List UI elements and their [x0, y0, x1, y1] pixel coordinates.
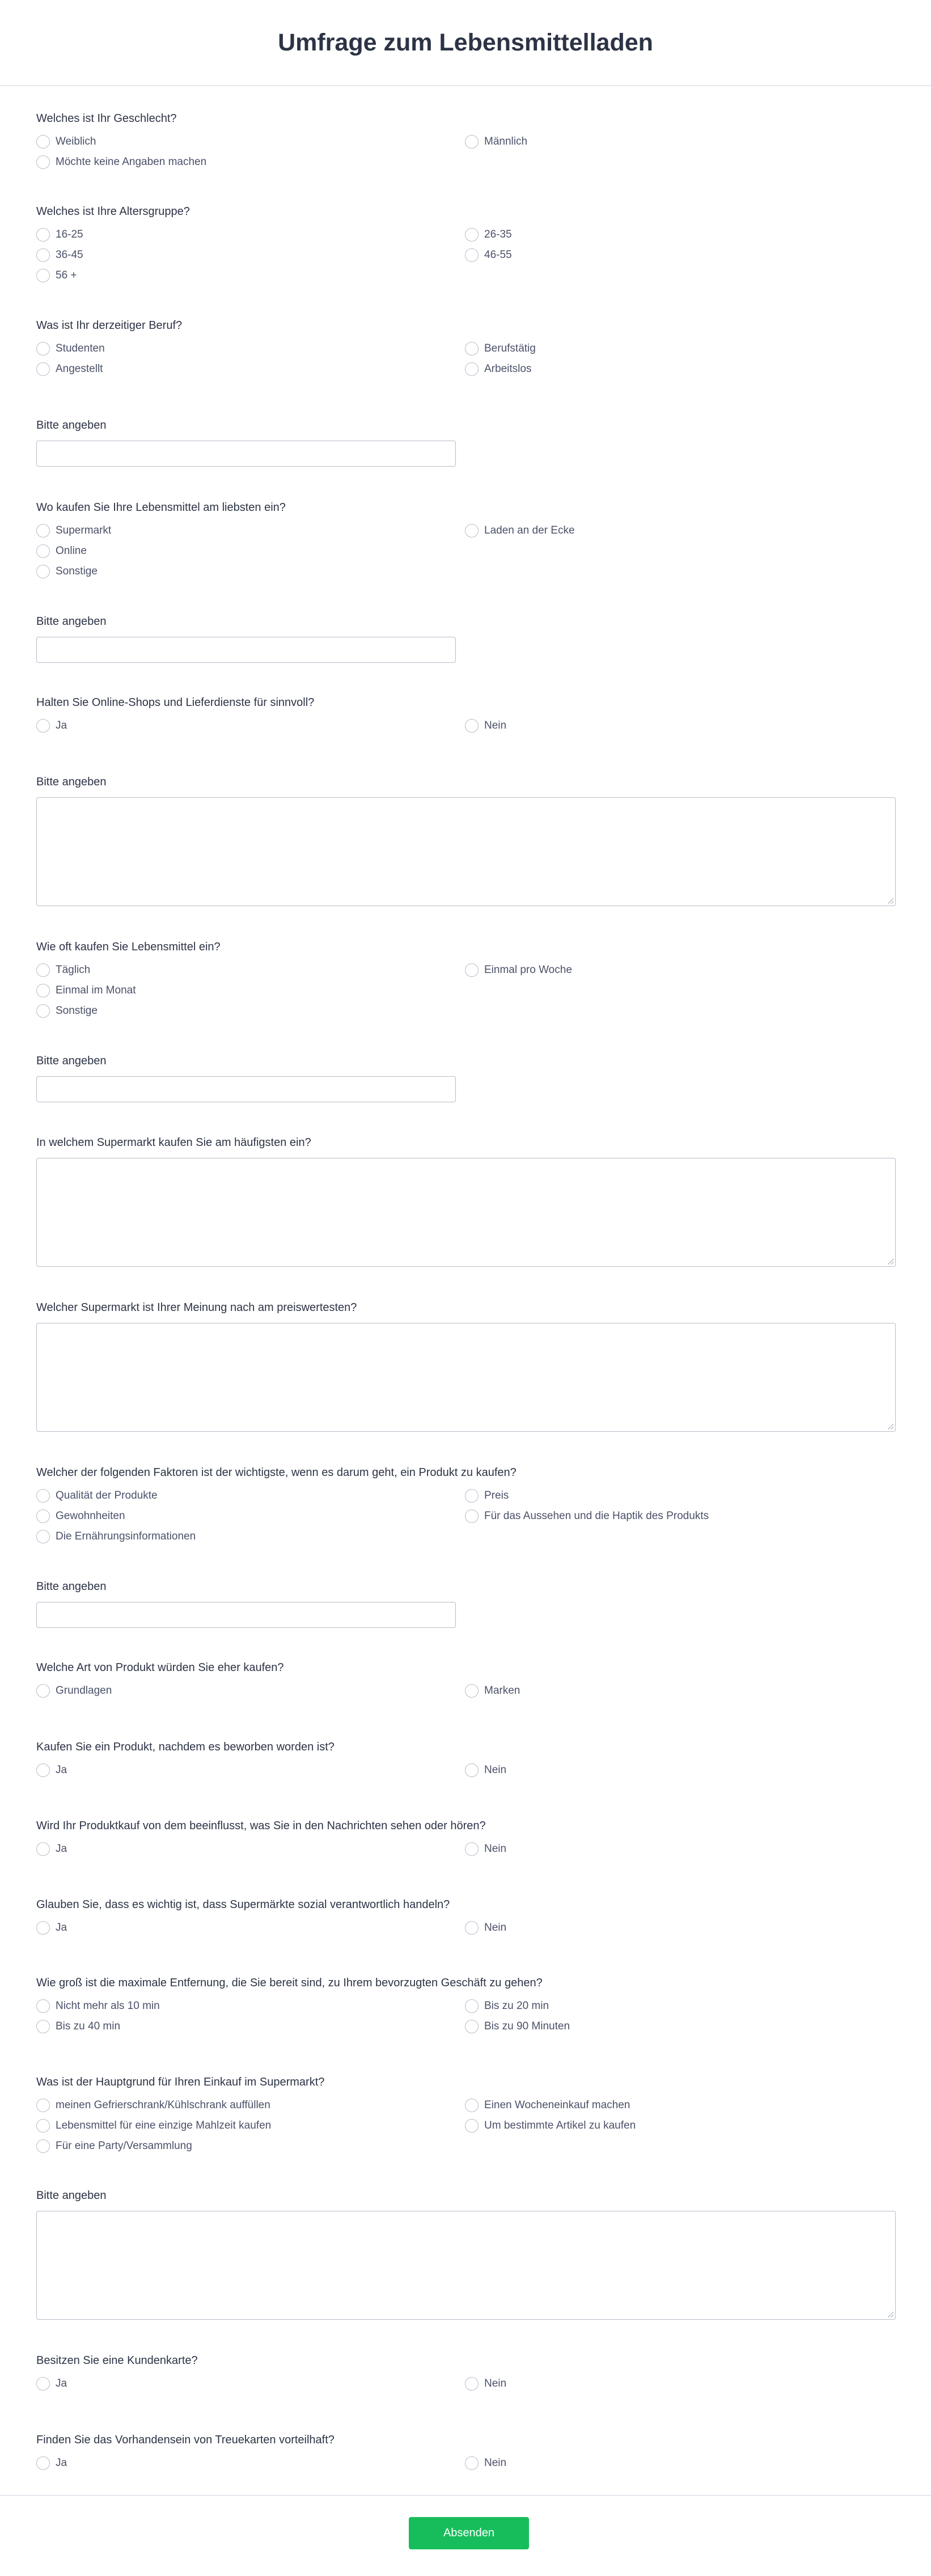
radio-label: Die Ernährungsinformationen — [56, 1530, 196, 1542]
question-label: Glauben Sie, dass es wichtig ist, dass Supermärkte sozial verantwortlich handeln? — [36, 1898, 450, 1911]
radio-button[interactable] — [465, 1763, 479, 1777]
question-social-responsibility — [36, 1897, 895, 1934]
textarea-input[interactable] — [36, 1158, 896, 1267]
radio-label: Ja — [56, 2378, 67, 2389]
question-max-distance — [36, 1976, 895, 2032]
radio-option[interactable] — [36, 2118, 271, 2134]
radio-button[interactable] — [36, 2377, 50, 2391]
text-input[interactable] — [36, 441, 456, 467]
radio-option[interactable] — [36, 1998, 160, 2014]
resize-handle-icon[interactable] — [888, 2312, 894, 2317]
radio-label: Weiblich — [56, 136, 96, 147]
radio-option[interactable] — [36, 983, 136, 999]
text-input[interactable] — [36, 1076, 456, 1102]
radio-button[interactable] — [465, 342, 479, 356]
question-label: Welcher der folgenden Faktoren ist der wichtigste, wenn es darum geht, ein Produkt zu kaufen? — [36, 1466, 517, 1479]
radio-button[interactable] — [465, 524, 479, 538]
radio-button[interactable] — [36, 1763, 50, 1777]
question-specify-place — [36, 614, 895, 629]
page-title: Umfrage zum Lebensmittelladen — [278, 28, 653, 56]
radio-option[interactable] — [36, 2019, 120, 2034]
radio-option[interactable] — [36, 2455, 67, 2471]
question-main-reason — [36, 2075, 895, 2152]
question-label: Bitte angeben — [36, 1055, 107, 1067]
radio-option[interactable] — [465, 2455, 506, 2471]
radio-label: Einmal im Monat — [56, 984, 136, 996]
radio-button[interactable] — [36, 963, 50, 977]
question-specify-occupation — [36, 418, 895, 433]
radio-label: 46-55 — [484, 249, 512, 261]
radio-label: Berufstätig — [484, 342, 536, 354]
textarea-input[interactable] — [36, 797, 896, 906]
radio-button[interactable] — [36, 342, 50, 356]
question-label: Besitzen Sie eine Kundenkarte? — [36, 2354, 198, 2367]
radio-button[interactable] — [36, 2456, 50, 2470]
radio-option[interactable] — [465, 1488, 509, 1504]
radio-label: Männlich — [484, 136, 528, 147]
radio-label: Nein — [484, 1922, 507, 1934]
radio-button[interactable] — [36, 524, 50, 538]
question-label: In welchem Supermarkt kaufen Sie am häufigsten ein? — [36, 1136, 311, 1149]
radio-option[interactable] — [36, 1508, 125, 1524]
radio-option[interactable] — [36, 2097, 270, 2113]
radio-label: Marken — [484, 1685, 520, 1697]
resize-handle-icon[interactable] — [888, 1259, 894, 1264]
radio-label: Online — [56, 545, 87, 557]
radio-label: Ja — [56, 2457, 67, 2469]
radio-button[interactable] — [465, 1921, 479, 1935]
radio-option[interactable] — [36, 341, 105, 357]
radio-label: meinen Gefrierschrank/Kühlschrank auffüllen — [56, 2099, 270, 2111]
question-age-group — [36, 204, 895, 281]
question-label: Bitte angeben — [36, 615, 107, 628]
radio-label: Bis zu 90 Minuten — [484, 2020, 570, 2032]
radio-option[interactable] — [36, 154, 206, 170]
radio-label: Angestellt — [56, 363, 103, 375]
radio-option[interactable] — [36, 1762, 67, 1778]
question-shopping-frequency — [36, 940, 895, 1017]
radio-label: 16-25 — [56, 229, 83, 240]
radio-option[interactable] — [36, 2138, 192, 2154]
radio-button[interactable] — [36, 2139, 50, 2153]
question-customer-card — [36, 2353, 895, 2389]
radio-button[interactable] — [465, 1489, 479, 1503]
radio-button[interactable] — [36, 1530, 50, 1543]
radio-option[interactable] — [36, 1841, 67, 1857]
radio-button[interactable] — [465, 2377, 479, 2391]
form-header — [0, 0, 931, 86]
form-footer — [0, 2495, 931, 2576]
textarea-input[interactable] — [36, 2211, 896, 2320]
radio-label: Für das Aussehen und die Haptik des Produkts — [484, 1510, 709, 1522]
question-label: Bitte angeben — [36, 419, 107, 432]
radio-button[interactable] — [36, 248, 50, 262]
radio-button[interactable] — [36, 155, 50, 169]
question-specify-factors — [36, 1579, 895, 1594]
radio-button[interactable] — [465, 135, 479, 149]
radio-option[interactable] — [465, 718, 506, 734]
radio-option[interactable] — [465, 2019, 570, 2034]
question-label: Was ist Ihr derzeitiger Beruf? — [36, 319, 183, 332]
radio-button[interactable] — [36, 1684, 50, 1698]
radio-label: Ja — [56, 1922, 67, 1934]
radio-label: Nein — [484, 720, 507, 731]
question-specify-online — [36, 775, 895, 789]
radio-option[interactable] — [36, 718, 67, 734]
question-online-shops — [36, 695, 895, 731]
radio-option[interactable] — [465, 341, 536, 357]
radio-button[interactable] — [36, 1489, 50, 1503]
radio-label: Für eine Party/Versammlung — [56, 2140, 192, 2152]
radio-option[interactable] — [36, 543, 87, 559]
radio-label: Sonstige — [56, 565, 98, 577]
radio-option[interactable] — [36, 268, 77, 284]
question-most-frequent-supermarket — [36, 1135, 895, 1150]
radio-label: Nicht mehr als 10 min — [56, 2000, 160, 2012]
radio-label: 26-35 — [484, 229, 512, 240]
radio-label: Nein — [484, 2378, 507, 2389]
radio-option[interactable] — [36, 962, 90, 978]
radio-option[interactable] — [465, 2097, 630, 2113]
radio-label: Möchte keine Angaben machen — [56, 156, 207, 168]
question-label: Halten Sie Online-Shops und Lieferdienste für sinnvoll? — [36, 696, 315, 709]
radio-button[interactable] — [36, 1509, 50, 1523]
radio-label: Preis — [484, 1490, 509, 1501]
radio-option[interactable] — [465, 1998, 549, 2014]
radio-option[interactable] — [36, 1683, 112, 1699]
text-input[interactable] — [36, 637, 456, 663]
radio-option[interactable] — [465, 1683, 520, 1699]
radio-label: 36-45 — [56, 249, 83, 261]
radio-option[interactable] — [36, 523, 111, 539]
radio-button[interactable] — [465, 248, 479, 262]
radio-label: 56 + — [56, 269, 77, 281]
radio-label: Nein — [484, 1843, 507, 1855]
radio-option[interactable] — [36, 227, 83, 243]
radio-button[interactable] — [465, 963, 479, 977]
resize-handle-icon[interactable] — [888, 1424, 894, 1429]
textarea-input[interactable] — [36, 1323, 896, 1432]
radio-option[interactable] — [465, 361, 531, 377]
radio-label: Gewohnheiten — [56, 1510, 125, 1522]
radio-button[interactable] — [465, 362, 479, 376]
radio-option[interactable] — [465, 962, 572, 978]
question-shopping-place — [36, 500, 895, 577]
radio-option[interactable] — [36, 1003, 98, 1019]
radio-option[interactable] — [465, 1841, 506, 1857]
radio-label: Einen Wocheneinkauf machen — [484, 2099, 630, 2111]
question-product-type — [36, 1660, 895, 1697]
radio-label: Ja — [56, 1764, 67, 1776]
question-occupation — [36, 318, 895, 375]
radio-button[interactable] — [465, 228, 479, 242]
question-specify-reason — [36, 2188, 895, 2203]
radio-option[interactable] — [36, 564, 98, 580]
radio-option[interactable] — [36, 2376, 67, 2392]
radio-label: Bis zu 40 min — [56, 2020, 121, 2032]
radio-option[interactable] — [36, 1529, 196, 1545]
radio-label: Täglich — [56, 964, 91, 976]
question-label: Welches ist Ihre Altersgruppe? — [36, 205, 190, 218]
radio-button[interactable] — [465, 1842, 479, 1856]
radio-label: Laden an der Ecke — [484, 524, 575, 536]
question-loyalty-cards — [36, 2433, 895, 2469]
question-purchase-factors — [36, 1465, 895, 1542]
radio-option[interactable] — [36, 1920, 67, 1936]
question-label: Wo kaufen Sie Ihre Lebensmittel am liebsten ein? — [36, 501, 286, 514]
radio-button[interactable] — [36, 362, 50, 376]
radio-label: Bis zu 20 min — [484, 2000, 549, 2012]
radio-button[interactable] — [36, 2119, 50, 2133]
radio-label: Arbeitslos — [484, 363, 532, 375]
question-label: Was ist der Hauptgrund für Ihren Einkauf im Supermarkt? — [36, 2076, 325, 2088]
radio-button[interactable] — [465, 1684, 479, 1698]
radio-option[interactable] — [465, 134, 527, 150]
radio-button[interactable] — [36, 1004, 50, 1018]
radio-label: Ja — [56, 720, 67, 731]
radio-option[interactable] — [465, 227, 512, 243]
radio-label: Nein — [484, 2457, 507, 2469]
resize-handle-icon[interactable] — [888, 898, 894, 904]
radio-button[interactable] — [36, 1842, 50, 1856]
radio-button[interactable] — [465, 2119, 479, 2133]
question-specify-frequency — [36, 1054, 895, 1068]
radio-label: Um bestimmte Artikel zu kaufen — [484, 2120, 636, 2131]
radio-label: Ja — [56, 1843, 67, 1855]
radio-button[interactable] — [36, 719, 50, 733]
radio-option[interactable] — [465, 2376, 506, 2392]
radio-label: Sonstige — [56, 1005, 98, 1017]
radio-label: Lebensmittel für eine einzige Mahlzeit kaufen — [56, 2120, 272, 2131]
radio-button[interactable] — [36, 2099, 50, 2112]
radio-button[interactable] — [36, 228, 50, 242]
question-label: Kaufen Sie ein Produkt, nachdem es beworben worden ist? — [36, 1741, 335, 1753]
radio-option[interactable] — [36, 247, 83, 263]
radio-button[interactable] — [465, 719, 479, 733]
radio-option[interactable] — [465, 247, 512, 263]
submit-button[interactable]: Absenden — [409, 2517, 529, 2549]
radio-label: Nein — [484, 1764, 507, 1776]
radio-button[interactable] — [465, 1509, 479, 1523]
question-label: Welche Art von Produkt würden Sie eher kaufen? — [36, 1661, 284, 1674]
question-label: Finden Sie das Vorhandensein von Treuekarten vorteilhaft? — [36, 2434, 335, 2446]
radio-option[interactable] — [36, 134, 96, 150]
radio-button[interactable] — [36, 269, 50, 282]
question-label: Wie groß ist die maximale Entfernung, die Sie bereit sind, zu Ihrem bevorzugten Geschäft zu gehen? — [36, 1977, 543, 1989]
question-gender — [36, 111, 895, 168]
question-label: Welcher Supermarkt ist Ihrer Meinung nach am preiswertesten? — [36, 1301, 357, 1314]
text-input[interactable] — [36, 1602, 456, 1628]
radio-button[interactable] — [36, 984, 50, 997]
radio-button[interactable] — [36, 1999, 50, 2013]
radio-option[interactable] — [36, 361, 103, 377]
radio-button[interactable] — [36, 135, 50, 149]
radio-button[interactable] — [465, 2456, 479, 2470]
radio-button[interactable] — [36, 565, 50, 578]
question-label: Bitte angeben — [36, 776, 107, 788]
radio-button[interactable] — [36, 2020, 50, 2033]
radio-label: Supermarkt — [56, 524, 112, 536]
radio-option[interactable] — [36, 1488, 158, 1504]
question-label: Bitte angeben — [36, 2189, 107, 2202]
radio-button[interactable] — [36, 544, 50, 558]
radio-button[interactable] — [465, 2099, 479, 2112]
question-cheapest-supermarket — [36, 1300, 895, 1315]
question-label: Wie oft kaufen Sie Lebensmittel ein? — [36, 941, 221, 953]
radio-button[interactable] — [36, 1921, 50, 1935]
question-advertised-product — [36, 1740, 895, 1776]
question-news-influence — [36, 1818, 895, 1855]
question-label: Bitte angeben — [36, 1580, 107, 1593]
radio-label: Studenten — [56, 342, 105, 354]
radio-option[interactable] — [465, 523, 575, 539]
radio-button[interactable] — [465, 2020, 479, 2033]
radio-label: Qualität der Produkte — [56, 1490, 158, 1501]
radio-option[interactable] — [465, 1762, 506, 1778]
radio-option[interactable] — [465, 1508, 709, 1524]
question-label: Welches ist Ihr Geschlecht? — [36, 112, 177, 125]
question-label: Wird Ihr Produktkauf von dem beeinflusst, was Sie in den Nachrichten sehen oder hören? — [36, 1820, 486, 1832]
radio-option[interactable] — [465, 1920, 506, 1936]
radio-label: Grundlagen — [56, 1685, 112, 1697]
radio-label: Einmal pro Woche — [484, 964, 572, 976]
radio-button[interactable] — [465, 1999, 479, 2013]
radio-option[interactable] — [465, 2118, 636, 2134]
